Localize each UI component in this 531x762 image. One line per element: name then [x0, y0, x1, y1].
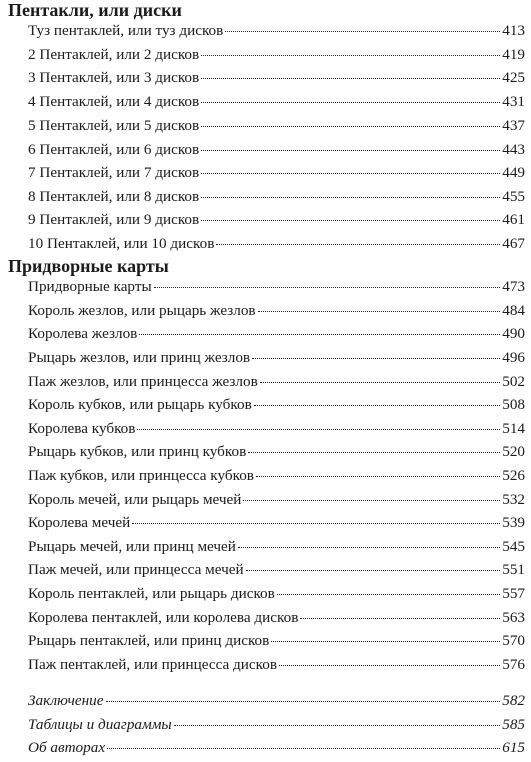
- toc-entry-about-authors[interactable]: [28, 737, 525, 759]
- toc-entry[interactable]: [28, 489, 525, 511]
- toc-entry-page: 551: [502, 561, 525, 578]
- toc-entry-title: Об авторах: [28, 739, 106, 756]
- toc-entry[interactable]: [28, 162, 525, 184]
- toc-entry-page: 473: [502, 278, 525, 295]
- toc-entry-title: Рыцарь жезлов, или принц жезлов: [28, 349, 251, 366]
- toc-entry-page: 539: [502, 514, 525, 531]
- toc-entry-title: 2 Пентаклей, или 2 дисков: [28, 46, 200, 63]
- dot-leader: [252, 357, 500, 359]
- dot-leader: [256, 475, 500, 477]
- dot-leader: [254, 404, 500, 406]
- dot-leader: [243, 499, 500, 501]
- dot-leader: [225, 30, 500, 32]
- toc-entry[interactable]: [28, 323, 525, 345]
- dot-leader: [201, 125, 500, 127]
- toc-entry-page: 455: [502, 188, 525, 205]
- dot-leader: [201, 196, 500, 198]
- toc-entry[interactable]: [28, 300, 525, 322]
- dot-leader: [246, 569, 501, 571]
- toc-entry[interactable]: [28, 607, 525, 629]
- toc-entry[interactable]: [28, 91, 525, 113]
- dot-leader: [106, 700, 501, 702]
- toc-entry-page: 526: [502, 467, 525, 484]
- toc-entry-title: 8 Пентаклей, или 8 дисков: [28, 188, 200, 205]
- section-heading-pentacles: Пентакли, или диски: [8, 0, 182, 20]
- toc-entry[interactable]: [28, 20, 525, 42]
- toc-entry[interactable]: [28, 371, 525, 393]
- dot-leader: [201, 149, 500, 151]
- toc-entry-page: 425: [502, 69, 525, 86]
- toc-entry-title: Придворные карты: [28, 278, 152, 295]
- toc-entry[interactable]: [28, 276, 525, 298]
- dot-leader: [201, 101, 500, 103]
- toc-entry-page: 576: [502, 656, 525, 673]
- toc-entry-page: 484: [502, 302, 525, 319]
- dot-leader: [271, 640, 500, 642]
- toc-entry-title: Король пентаклей, или рыцарь дисков: [28, 585, 275, 602]
- toc-entry-page: 437: [502, 117, 525, 134]
- toc-entry-page: 585: [502, 716, 525, 733]
- toc-entry-page: 502: [502, 373, 525, 390]
- toc-entry[interactable]: [28, 139, 525, 161]
- toc-entry[interactable]: [28, 630, 525, 652]
- toc-entry-title: Таблицы и диаграммы: [28, 716, 172, 733]
- toc-entry-title: Заключение: [28, 692, 104, 709]
- toc-entry-page: 449: [502, 164, 525, 181]
- toc-entry-page: 496: [502, 349, 525, 366]
- toc-entry[interactable]: [28, 209, 525, 231]
- toc-entry-title: 4 Пентаклей, или 4 дисков: [28, 93, 200, 110]
- toc-entry-title: Рыцарь пентаклей, или принц дисков: [28, 632, 270, 649]
- toc-entry-title: Рыцарь кубков, или принц кубков: [28, 443, 247, 460]
- toc-entry-title: Рыцарь мечей, или принц мечей: [28, 538, 236, 555]
- toc-entry-page: 582: [502, 692, 525, 709]
- toc-entry-title: Король кубков, или рыцарь кубков: [28, 396, 252, 413]
- toc-entry[interactable]: [28, 233, 525, 255]
- toc-entry-title: Королева жезлов: [28, 325, 138, 342]
- toc-entry[interactable]: [28, 441, 525, 463]
- dot-leader: [216, 243, 500, 245]
- toc-entry-page: 490: [502, 325, 525, 342]
- toc-entry-title: 10 Пентаклей, или 10 дисков: [28, 235, 215, 252]
- toc-entry[interactable]: [28, 44, 525, 66]
- toc-entry-title: Король жезлов, или рыцарь жезлов: [28, 302, 256, 319]
- toc-entry[interactable]: [28, 654, 525, 676]
- dot-leader: [107, 747, 500, 749]
- toc-entry-title: 3 Пентаклей, или 3 дисков: [28, 69, 200, 86]
- dot-leader: [248, 451, 500, 453]
- toc-entry-page: 419: [502, 46, 525, 63]
- dot-leader: [137, 428, 500, 430]
- dot-leader: [201, 77, 500, 79]
- dot-leader: [201, 219, 500, 221]
- toc-entry-title: Паж пентаклей, или принцесса дисков: [28, 656, 278, 673]
- toc-entry-page: 443: [502, 141, 525, 158]
- dot-leader: [139, 333, 500, 335]
- toc-entry-page: 532: [502, 491, 525, 508]
- section-heading-court-cards: Придворные карты: [8, 256, 169, 276]
- toc-entry-page: 514: [502, 420, 525, 437]
- toc-entry[interactable]: [28, 559, 525, 581]
- dot-leader: [277, 593, 500, 595]
- toc-entry-title: Королева пентаклей, или королева дисков: [28, 609, 299, 626]
- dot-leader: [279, 664, 500, 666]
- toc-entry-tables[interactable]: [28, 714, 525, 736]
- dot-leader: [174, 724, 501, 726]
- dot-leader: [154, 286, 501, 288]
- toc-entry-title: Туз пентаклей, или туз дисков: [28, 22, 224, 39]
- toc-entry-title: Паж мечей, или принцесса мечей: [28, 561, 244, 578]
- toc-entry[interactable]: [28, 347, 525, 369]
- dot-leader: [132, 522, 500, 524]
- toc-entry-title: Королева кубков: [28, 420, 136, 437]
- toc-entry-page: 570: [502, 632, 525, 649]
- dot-leader: [300, 617, 500, 619]
- toc-entry-page: 615: [502, 739, 525, 756]
- dot-leader: [258, 310, 501, 312]
- toc-entry[interactable]: [28, 583, 525, 605]
- dot-leader: [201, 172, 500, 174]
- toc-entry-title: Паж жезлов, или принцесса жезлов: [28, 373, 258, 390]
- toc-entry-page: 545: [502, 538, 525, 555]
- toc-entry[interactable]: [28, 512, 525, 534]
- toc-entry-page: 467: [502, 235, 525, 252]
- toc-entry-title: Король мечей, или рыцарь мечей: [28, 491, 242, 508]
- toc-entry[interactable]: [28, 186, 525, 208]
- toc-entry[interactable]: [28, 394, 525, 416]
- toc-entry-conclusion[interactable]: [28, 690, 525, 712]
- toc-entry[interactable]: [28, 115, 525, 137]
- toc-entry[interactable]: [28, 536, 525, 558]
- toc-entry-title: Королева мечей: [28, 514, 131, 531]
- toc-entry-page: 413: [502, 22, 525, 39]
- toc-entry[interactable]: [28, 465, 525, 487]
- toc-entry-page: 508: [502, 396, 525, 413]
- toc-entry-title: 5 Пентаклей, или 5 дисков: [28, 117, 200, 134]
- toc-entry-title: 6 Пентаклей, или 6 дисков: [28, 141, 200, 158]
- toc-entry-page: 563: [502, 609, 525, 626]
- toc-entry-page: 431: [502, 93, 525, 110]
- toc-entry-page: 520: [502, 443, 525, 460]
- toc-entry-page: 557: [502, 585, 525, 602]
- dot-leader: [201, 54, 500, 56]
- dot-leader: [238, 546, 500, 548]
- toc-entry-page: 461: [502, 211, 525, 228]
- toc-entry[interactable]: [28, 67, 525, 89]
- toc-entry-title: 9 Пентаклей, или 9 дисков: [28, 211, 200, 228]
- toc-entry[interactable]: [28, 418, 525, 440]
- toc-entry-title: 7 Пентаклей, или 7 дисков: [28, 164, 200, 181]
- toc-entry-title: Паж кубков, или принцесса кубков: [28, 467, 254, 484]
- dot-leader: [260, 381, 500, 383]
